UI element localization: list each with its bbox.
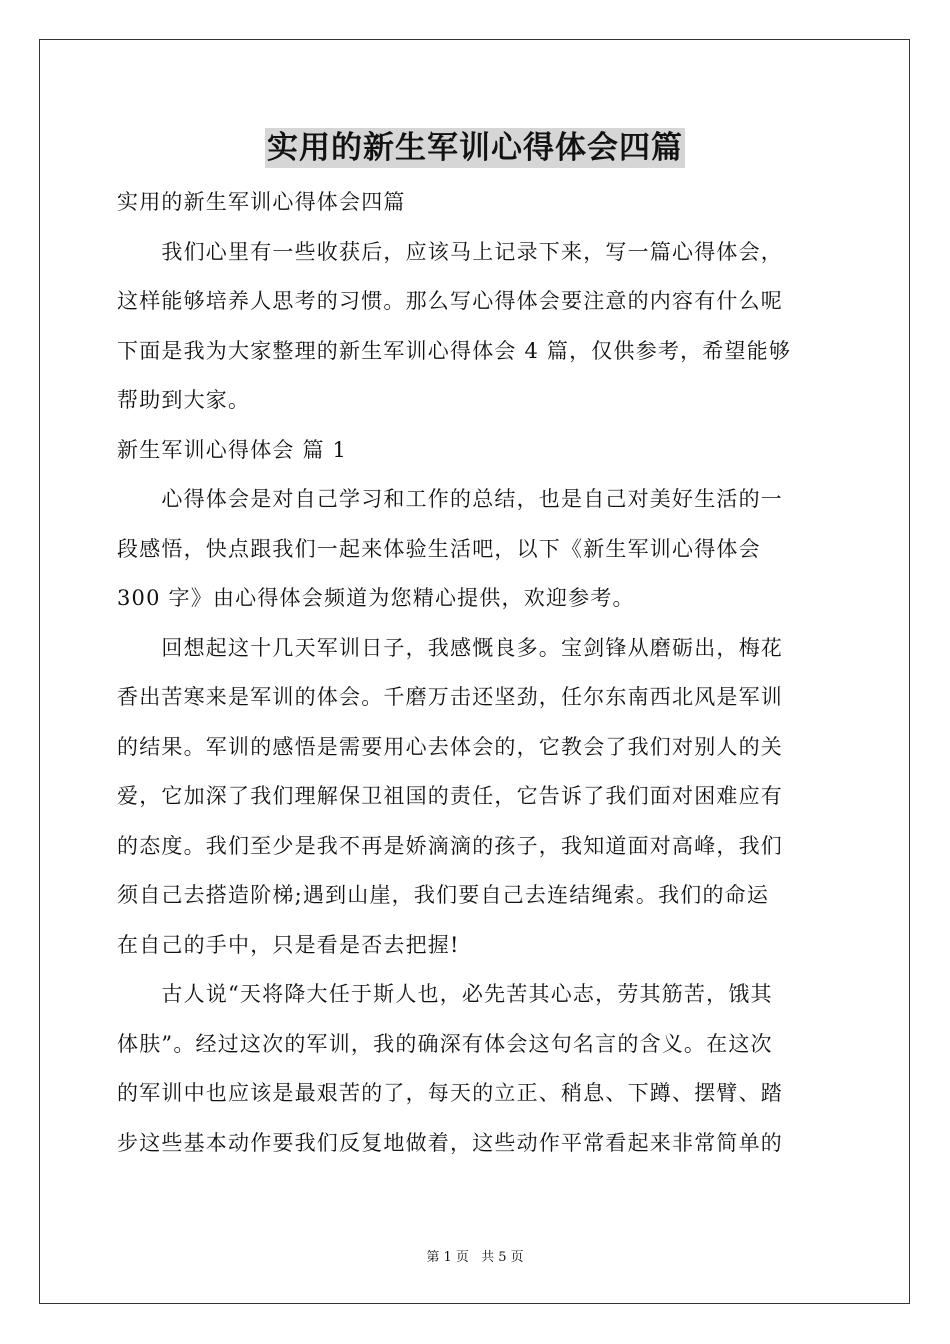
text-line: 香出苦寒来是军训的体会。千磨万击还坚劲，任尔东南西北风是军训: [117, 685, 783, 709]
text-line: 帮助到大家。: [117, 388, 251, 412]
text-line: 的态度。我们至少是我不再是娇滴滴的孩子，我知道面对高峰，我们: [117, 833, 783, 858]
section-heading: 新生军训心得体会 篇 1: [117, 437, 348, 462]
text-line: 段感悟，快点跟我们一起来体验生活吧，以下《新生军训心得体会: [117, 536, 761, 561]
text-line: 回想起这十几天军训日子，我感慨良多。宝剑锋从磨砺出，梅花: [117, 635, 783, 660]
title-wrap: [0, 128, 950, 168]
text-line: 下面是我为大家整理的新生军训心得体会 4 篇，仅供参考，希望能够: [117, 338, 792, 363]
page-footer: [0, 1246, 950, 1265]
document-title: 实用的新生军训心得体会四篇: [267, 130, 683, 166]
page-number: 第 1 页: [426, 1250, 469, 1265]
page-total: 共 5 页: [481, 1250, 524, 1265]
text-line: 须自己去搭造阶梯;遇到山崖，我们要自己去连结绳索。我们的命运: [117, 883, 770, 907]
text-line: 实用的新生军训心得体会四篇: [117, 190, 406, 214]
text-line: 在自己的手中，只是看是否去把握!: [117, 932, 460, 957]
text-line: 的结果。军训的感悟是需要用心去体会的，它教会了我们对别人的关: [117, 734, 783, 759]
text-line: 的军训中也应该是最艰苦的了，每天的立正、稍息、下蹲、摆臂、踏: [117, 1081, 783, 1105]
text-line: 这样能够培养人思考的习惯。那么写心得体会要注意的内容有什么呢: [117, 289, 783, 313]
text-line: 心得体会是对自己学习和工作的总结，也是自己对美好生活的一: [117, 487, 783, 511]
document-body: [117, 178, 833, 1168]
body-text: [117, 178, 833, 1168]
text-line: 古人说“天将降大任于斯人也，必先苦其心志，劳其筋苦，饿其: [117, 982, 773, 1006]
text-line: 步这些基本动作要我们反复地做着，这些动作平常看起来非常简单的: [117, 1130, 783, 1155]
text-line: 我们心里有一些收获后，应该马上记录下来，写一篇心得体会，: [117, 239, 783, 264]
text-line: 爱，它加深了我们理解保卫祖国的责任，它告诉了我们面对困难应有: [117, 784, 783, 808]
text-line: 体肤”。经过这次的军训，我的确深有体会这句名言的含义。在这次: [117, 1031, 773, 1056]
text-line: 300 字》由心得体会频道为您精心提供，欢迎参考。: [117, 586, 635, 610]
